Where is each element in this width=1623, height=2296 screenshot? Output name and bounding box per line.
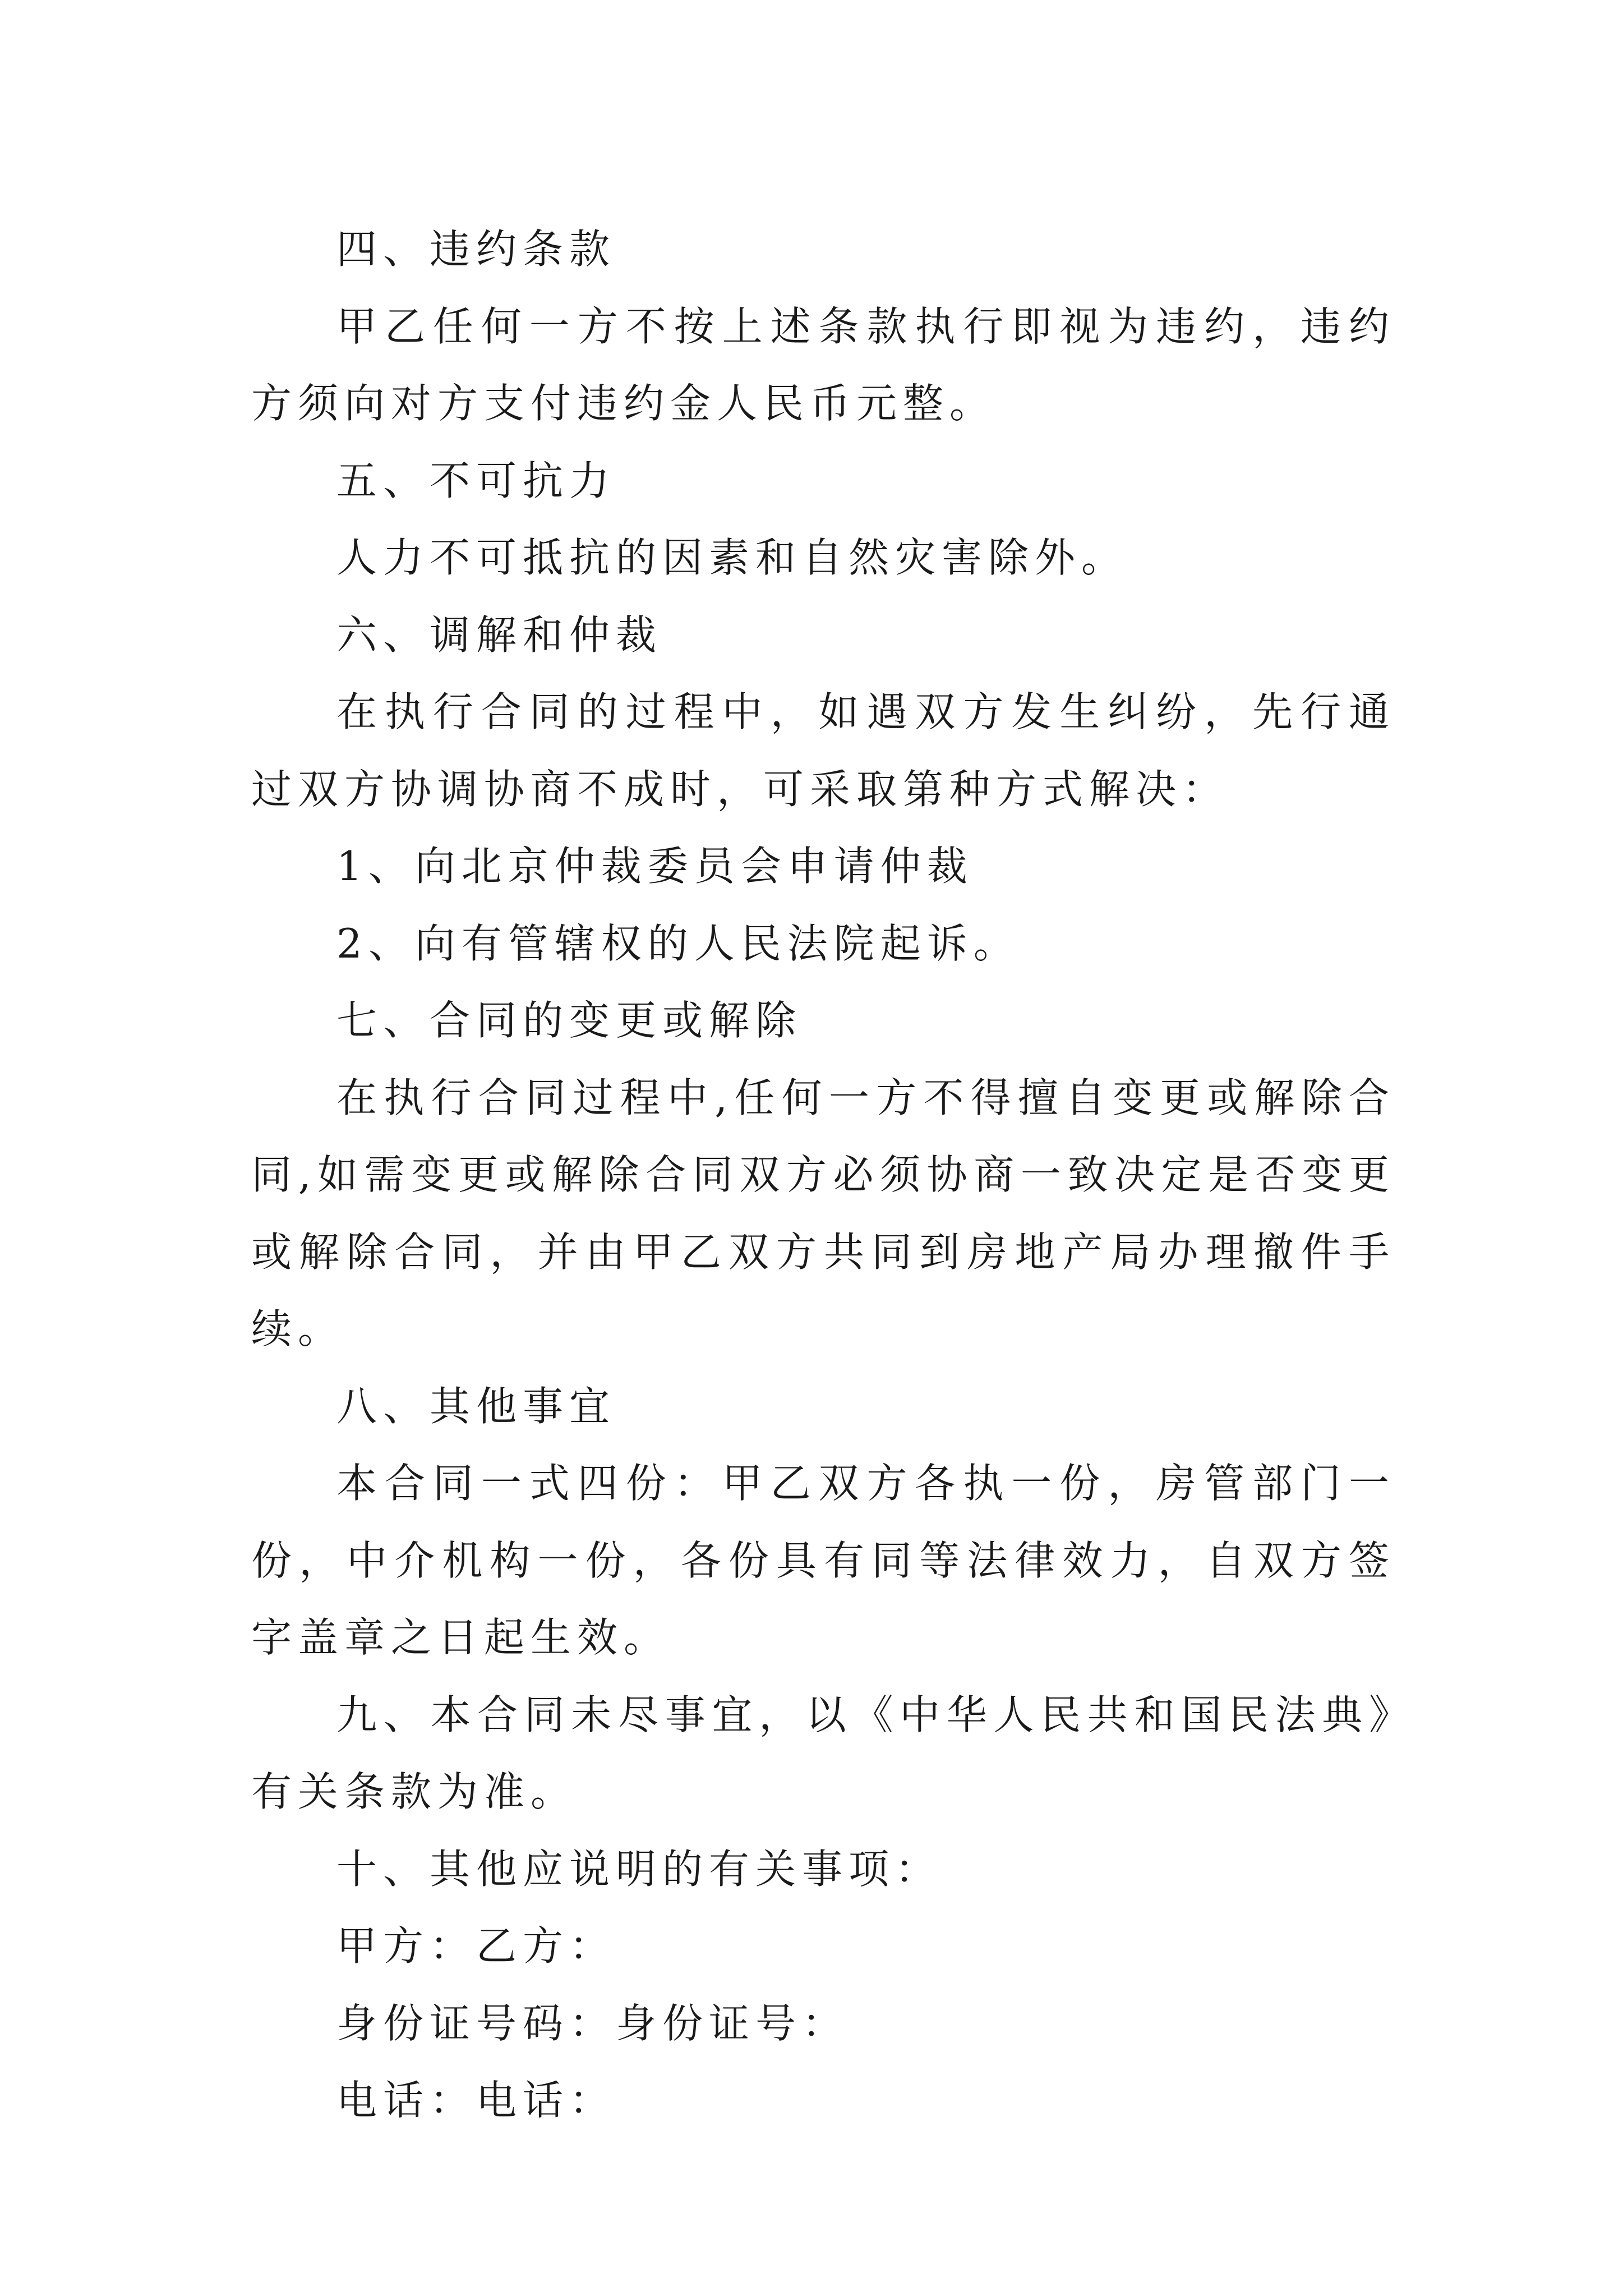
phone-line: 电话：电话：: [336, 2077, 616, 2124]
other-matters-text: 本合同一式四份：甲乙双方各执一份，房管部门一份，中介机构一份，各份具有同等法律效力，自双方签字盖章之日起生效。: [251, 1460, 1395, 1661]
section-heading-breach: 四、违约条款: [336, 226, 616, 273]
change-clause-text: 在执行合同过程中,任何一方不得擅自变更或解除合同,如需变更或解除合同双方必须协商一致决定是否变更或解除合同，并由甲乙双方共同到房地产局办理撤件手续。: [251, 1074, 1395, 1352]
section-heading-notes: 十、其他应说明的有关事项：: [336, 1845, 942, 1893]
section-heading-force-majeure: 五、不可抗力: [336, 457, 616, 504]
document-body: [251, 211, 1395, 2139]
section-heading-change: 七、合同的变更或解除: [336, 997, 803, 1044]
section-heading-mediation: 六、调解和仲裁: [336, 611, 663, 659]
section-heading-other: 八、其他事宜: [336, 1382, 616, 1430]
party-signature-line: 甲方：乙方：: [336, 1922, 616, 1970]
mediation-text: 在执行合同的过程中，如遇双方发生纠纷，先行通过双方协调协商不成时，可采取第种方式解决：: [251, 688, 1395, 813]
breach-clause-text: 甲乙任何一方不按上述条款执行即视为违约，违约方须向对方支付违约金人民币元整。: [251, 302, 1395, 427]
id-number-line: 身份证号码：身份证号：: [336, 1999, 849, 2047]
civil-code-clause: 九、本合同未尽事宜，以《中华人民共和国民法典》有关条款为准。: [251, 1691, 1395, 1815]
mediation-option-2: 2、向有管辖权的人民法院起诉。: [336, 919, 1020, 967]
mediation-option-1: 1、向北京仲裁委员会申请仲裁: [336, 843, 974, 890]
force-majeure-text: 人力不可抵抗的因素和自然灾害除外。: [336, 534, 1128, 581]
